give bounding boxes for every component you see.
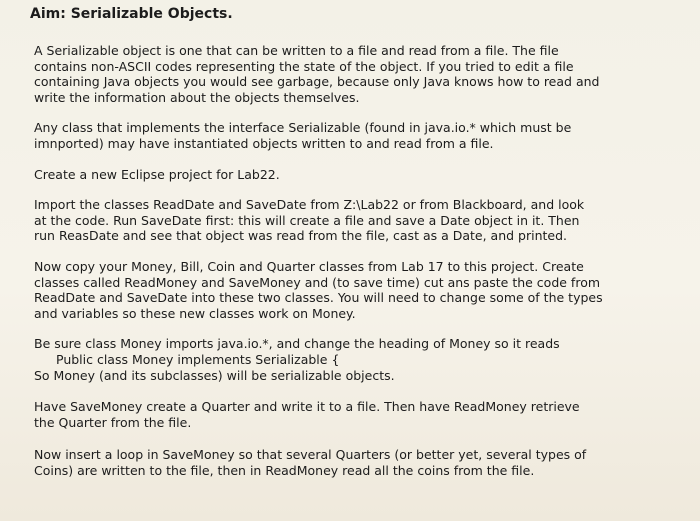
money-serializable-note: So Money (and its subclasses) will be serializable objects. xyxy=(34,367,395,383)
paragraph-create-project: Create a new Eclipse project for Lab22. xyxy=(34,166,280,182)
money-class-heading: Public class Money implements Serializable { xyxy=(56,351,340,367)
money-heading-section xyxy=(34,336,670,383)
money-import-instruction: Be sure class Money imports java.io.*, and change the heading of Money so it reads xyxy=(34,336,560,352)
paragraph-copy-money-classes: Now copy your Money, Bill, Coin and Quarter classes from Lab 17 to this project. Create classes called ReadMoney and SaveMoney and (to save time) cut ans paste the code from ReadDate and SaveDate into these two classes. You will need to change some of the types and variables so these new classes work on Money. xyxy=(34,258,603,321)
paragraph-import-classes: Import the classes ReadDate and SaveDate from Z:\Lab22 or from Blackboard, and look at the code. Run SaveDate first: this will create a file and save a Date object in it. Then run ReasDate and see that object was read from the file, cast as a Date, and printed. xyxy=(34,197,585,244)
paragraph-serializable-definition: A Serializable object is one that can be written to a file and read from a file. The file contains non-ASCII codes representing the state of the object. If you tried to edit a file containing Java objects you would see garbage, because only Java knows how to read and write the information about the objects themselves. xyxy=(34,43,600,105)
paragraph-serializable-interface: Any class that implements the interface Serializable (found in java.io.* which must be imnported) may have instantiated objects written to and read from a file. xyxy=(34,120,572,151)
aim-heading: Aim: Serializable Objects. xyxy=(30,6,233,22)
paragraph-loop-coins: Now insert a loop in SaveMoney so that several Quarters (or better yet, several types of Coins) are written to the file, then in ReadMoney read all the coins from the file. xyxy=(34,447,587,478)
paragraph-save-quarter: Have SaveMoney create a Quarter and write it to a file. Then have ReadMoney retrieve the Quarter from the file. xyxy=(34,399,580,430)
